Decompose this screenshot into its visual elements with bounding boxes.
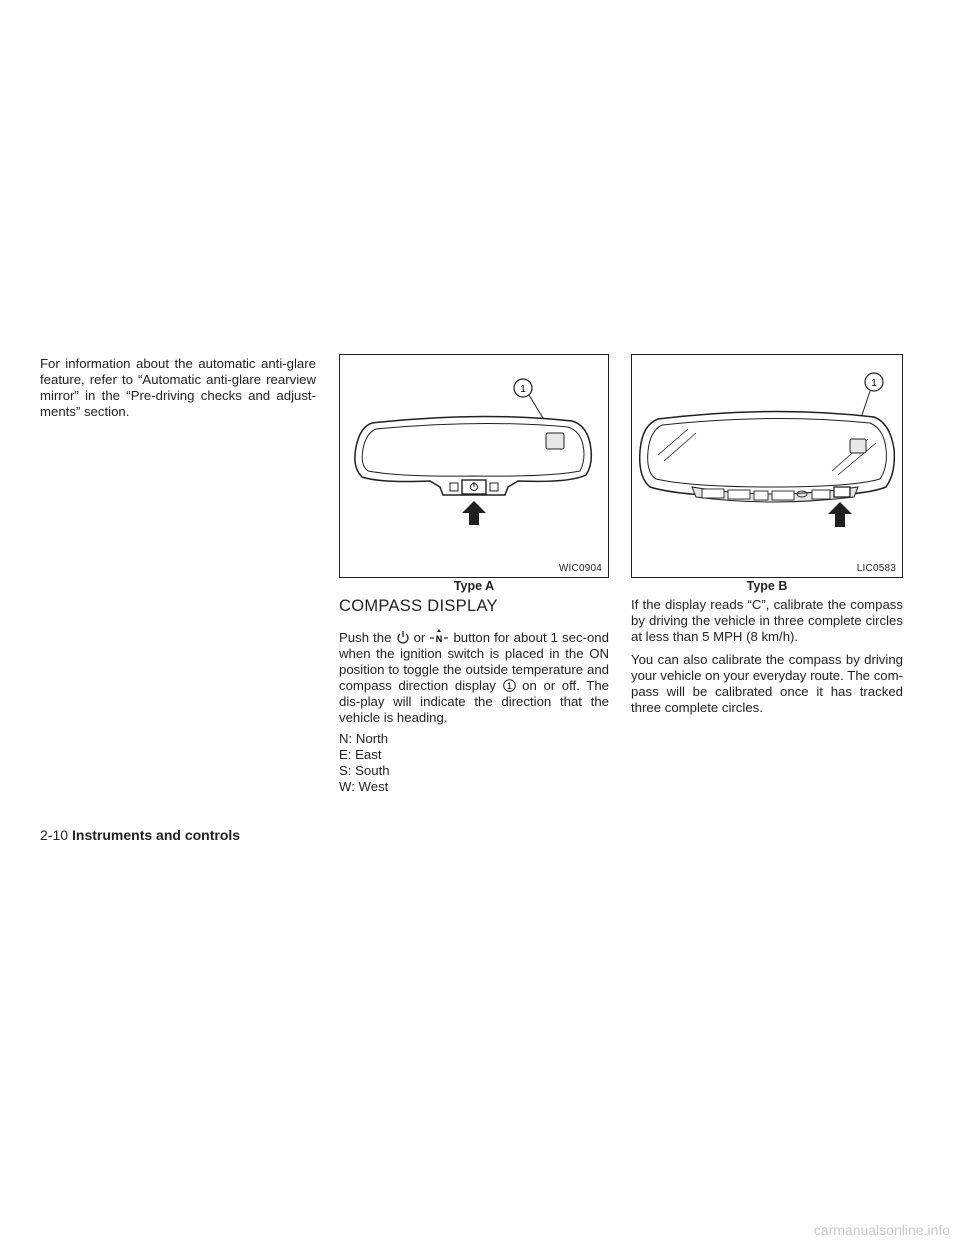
figure-code-b: LIC0583 xyxy=(856,563,896,574)
direction-west: W: West xyxy=(339,779,389,794)
mirror-type-b-illustration xyxy=(632,355,902,577)
callout-1-icon xyxy=(503,679,516,692)
text-push-the: Push the xyxy=(339,630,392,645)
text-or: or xyxy=(413,630,426,645)
callout-number-a: 1 xyxy=(520,384,526,395)
direction-north: N: North xyxy=(339,731,389,746)
figure-type-a xyxy=(339,354,609,578)
page-number: 2-10 xyxy=(40,827,69,843)
svg-text:N: N xyxy=(436,634,443,644)
page-footer xyxy=(40,827,240,843)
figure-code-a: WIC0904 xyxy=(558,563,602,574)
mirror-type-a-illustration xyxy=(340,355,608,577)
direction-east: E: East xyxy=(339,747,382,762)
callout-number-b: 1 xyxy=(871,378,877,389)
svg-text:1: 1 xyxy=(506,681,512,691)
watermark: carmanualsonline.info xyxy=(813,1222,950,1238)
calibrate-route-paragraph: You can also calibrate the compass by driving your vehicle on your everyday route. The com-pass will be calibrated once it has tracked three complete circles. xyxy=(631,652,903,715)
direction-south: S: South xyxy=(339,763,390,778)
direction-legend xyxy=(339,731,390,795)
text-display-direction: on or off. The dis-play will indicate the direction that the vehicle is heading. xyxy=(339,678,609,725)
power-button-icon xyxy=(396,630,410,644)
compass-instructions xyxy=(339,628,609,726)
figure-type-b xyxy=(631,354,903,578)
section-heading: COMPASS DISPLAY xyxy=(339,597,498,615)
section-title: Instruments and controls xyxy=(72,827,241,843)
calibrate-paragraph: If the display reads “C”, calibrate the compass by driving the vehicle in three complete circles at less than 5 MPH (8 km/h). xyxy=(631,597,903,644)
text-button-instructions: button for about 1 sec-ond when the ignition switch is placed in the ON position to toggle the outside temperature and compass direction display xyxy=(339,630,609,693)
compass-button-icon xyxy=(429,628,449,644)
intro-paragraph: For information about the automatic anti-glare feature, refer to “Automatic anti-glare rearview mirror” in the “Pre-driving checks and adjust-ments” section. xyxy=(40,356,316,419)
caption-type-b: Type B xyxy=(746,579,788,593)
caption-type-a: Type A xyxy=(453,579,495,593)
